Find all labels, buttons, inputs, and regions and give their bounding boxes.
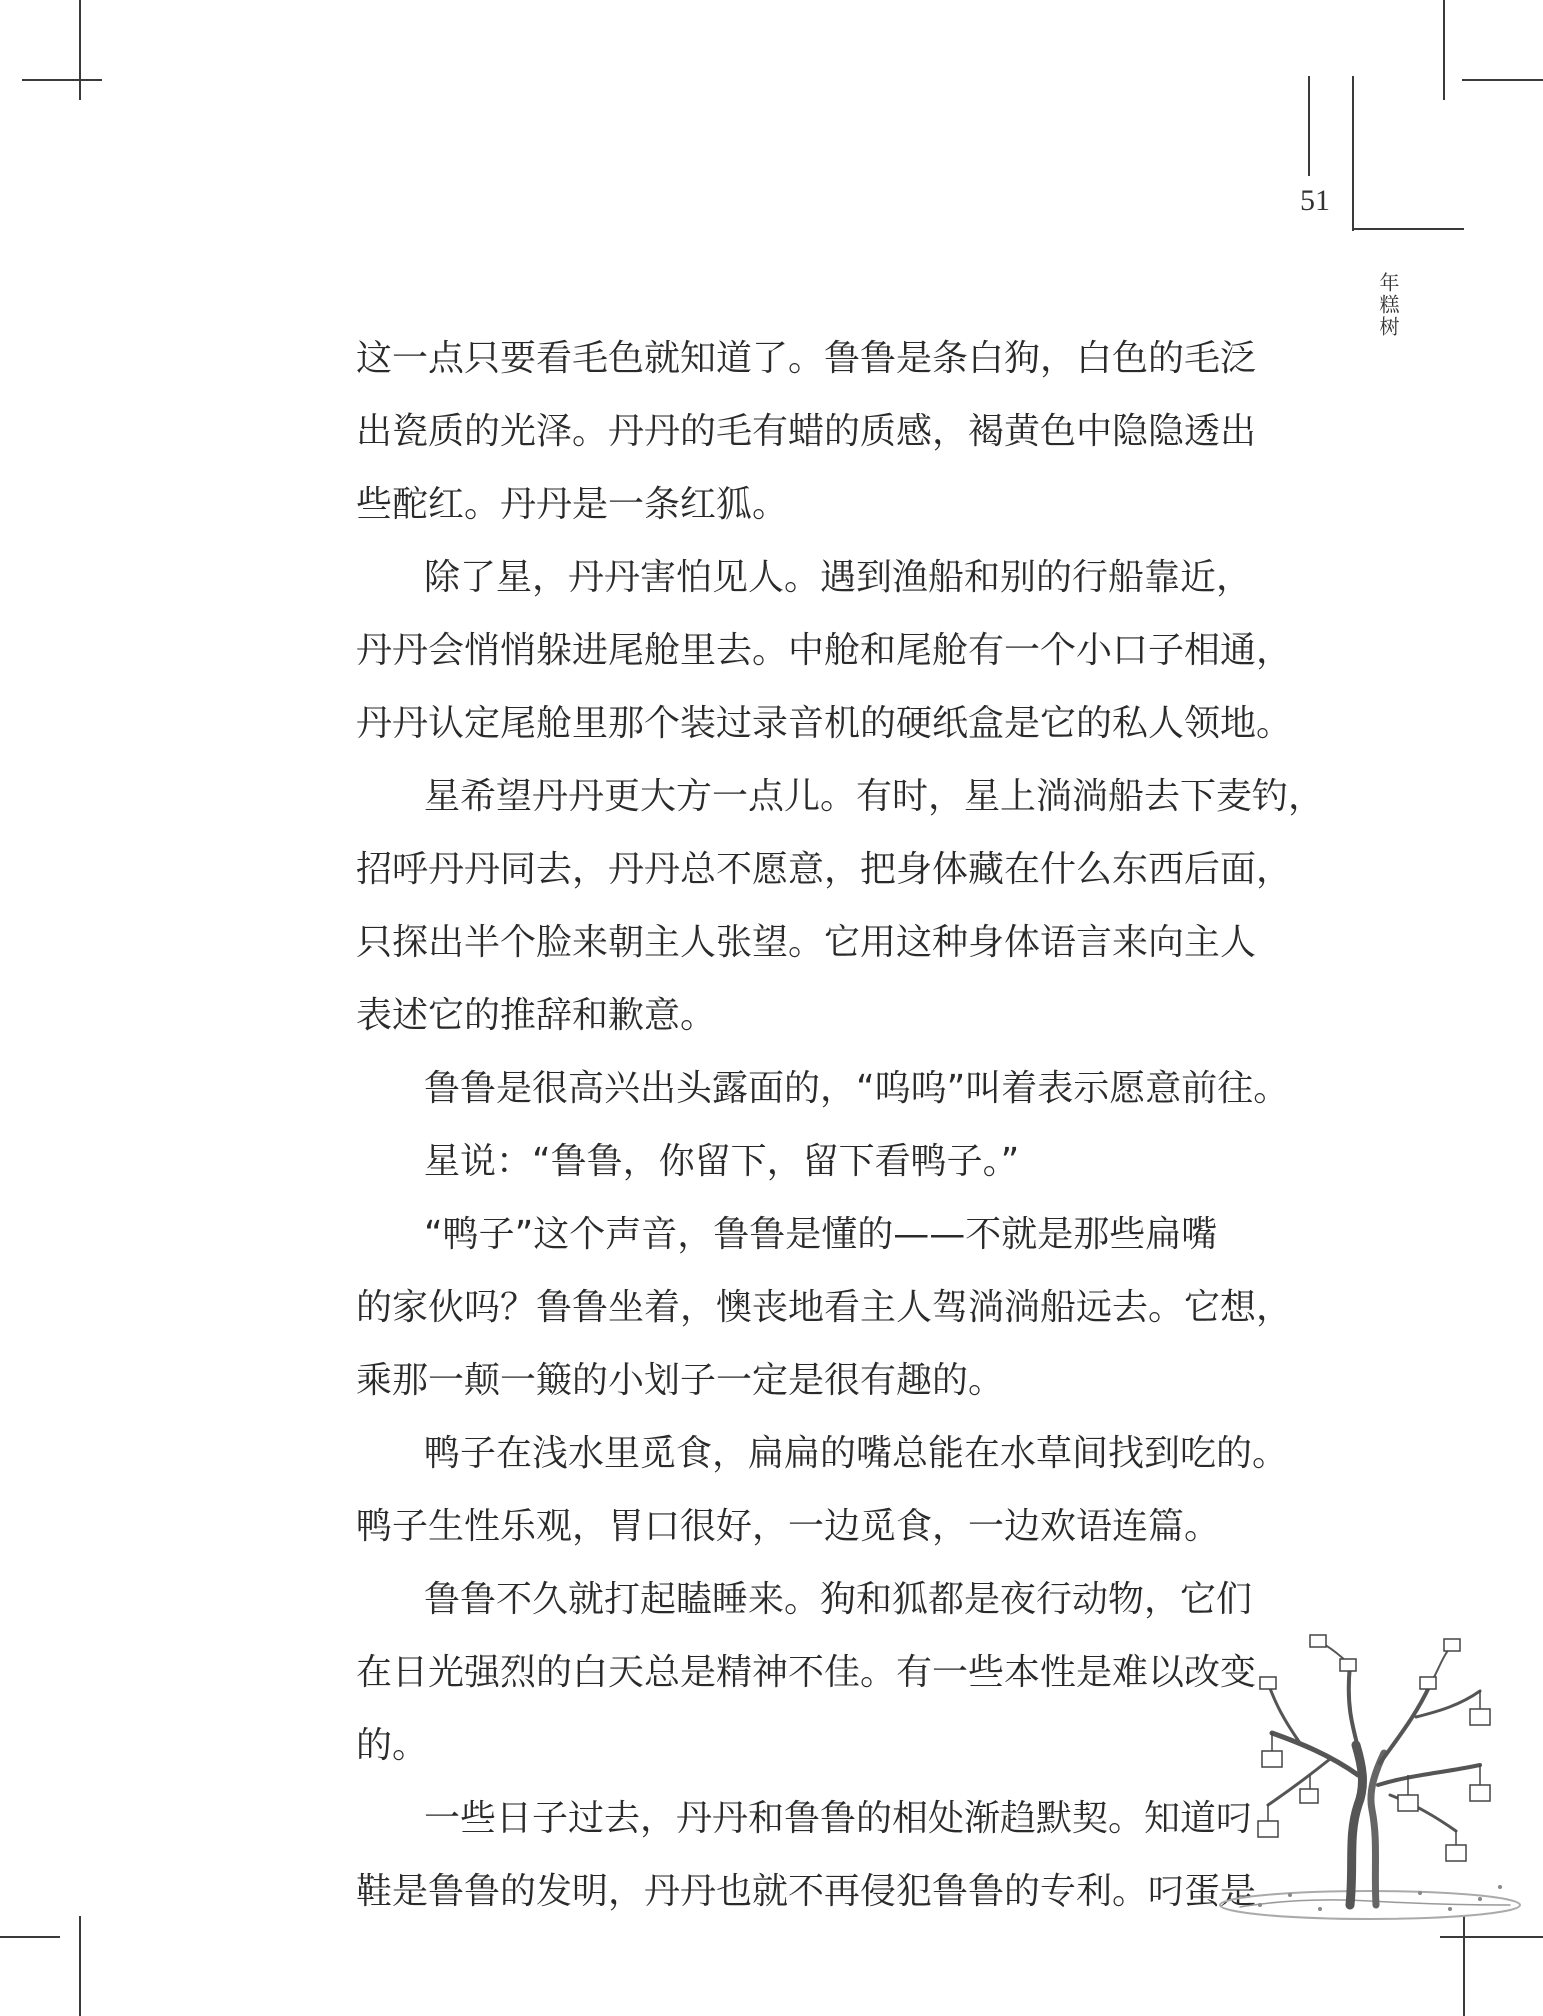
crop-mark-top-right-horizontal (1462, 79, 1543, 81)
crop-mark-bottom-left-horizontal (0, 1936, 60, 1938)
text-line: 除了星，丹丹害怕见人。遇到渔船和别的行船靠近， (424, 557, 1253, 598)
tree-illustration (1180, 1625, 1540, 1925)
text-line: 丹丹认定尾舱里那个装过录音机的硬纸盒是它的私人领地。 (356, 703, 1293, 744)
trim-mark-vertical-1 (1308, 76, 1310, 176)
crop-mark-bottom-right-vertical (1463, 1916, 1465, 2016)
crop-mark-top-left-horizontal (22, 79, 102, 81)
text-line: 的。 (356, 1725, 429, 1766)
text-line: 丹丹会悄悄躲进尾舱里去。中舱和尾舱有一个小口子相通， (356, 630, 1293, 671)
text-line: 星说：“鲁鲁，你留下，留下看鸭子。” (424, 1141, 1020, 1182)
running-title: 年糕树 (1376, 272, 1400, 338)
text-line: 鸭子生性乐观，胃口很好，一边觅食，一边欢语连篇。 (356, 1506, 1221, 1547)
text-line: 只探出半个脸来朝主人张望。它用这种身体语言来向主人 (356, 922, 1257, 963)
text-line: 表述它的推辞和歉意。 (356, 995, 717, 1036)
text-line: 些酡红。丹丹是一条红狐。 (356, 484, 789, 525)
text-line: 鲁鲁是很高兴出头露面的，“呜呜”叫着表示愿意前往。 (424, 1068, 1290, 1109)
text-line: 鞋是鲁鲁的发明，丹丹也就不再侵犯鲁鲁的专利。叼蛋是 (356, 1871, 1257, 1912)
text-line: 鲁鲁不久就打起瞌睡来。狗和狐都是夜行动物，它们 (424, 1579, 1253, 1620)
text-line: 星希望丹丹更大方一点儿。有时，星上淌淌船去下麦钓， (424, 776, 1325, 817)
text-line: 在日光强烈的白天总是精神不佳。有一些本性是难以改变 (356, 1652, 1257, 1693)
trim-mark-horizontal (1352, 228, 1464, 230)
crop-mark-top-left-vertical (79, 0, 81, 100)
crop-mark-bottom-left-vertical (79, 1916, 81, 2016)
text-line: 招呼丹丹同去，丹丹总不愿意，把身体藏在什么东西后面， (356, 849, 1293, 890)
crop-mark-top-right-vertical (1443, 0, 1445, 100)
text-line: 一些日子过去，丹丹和鲁鲁的相处渐趋默契。知道叼 (424, 1798, 1253, 1839)
text-line: 鸭子在浅水里觅食，扁扁的嘴总能在水草间找到吃的。 (424, 1433, 1289, 1474)
text-line: “鸭子”这个声音，鲁鲁是懂的——不就是那些扁嘴 (424, 1214, 1218, 1255)
trim-mark-vertical-2 (1352, 76, 1354, 231)
crop-mark-bottom-right-horizontal (1440, 1936, 1543, 1938)
page-number: 51 (1300, 184, 1330, 217)
text-line: 乘那一颠一簸的小划子一定是很有趣的。 (356, 1360, 1005, 1401)
body-text (356, 322, 1325, 1928)
text-line: 这一点只要看毛色就知道了。鲁鲁是条白狗，白色的毛泛 (356, 338, 1257, 379)
text-line: 的家伙吗？鲁鲁坐着，懊丧地看主人驾淌淌船远去。它想， (356, 1287, 1293, 1328)
text-line: 出瓷质的光泽。丹丹的毛有蜡的质感，褐黄色中隐隐透出 (356, 411, 1257, 452)
